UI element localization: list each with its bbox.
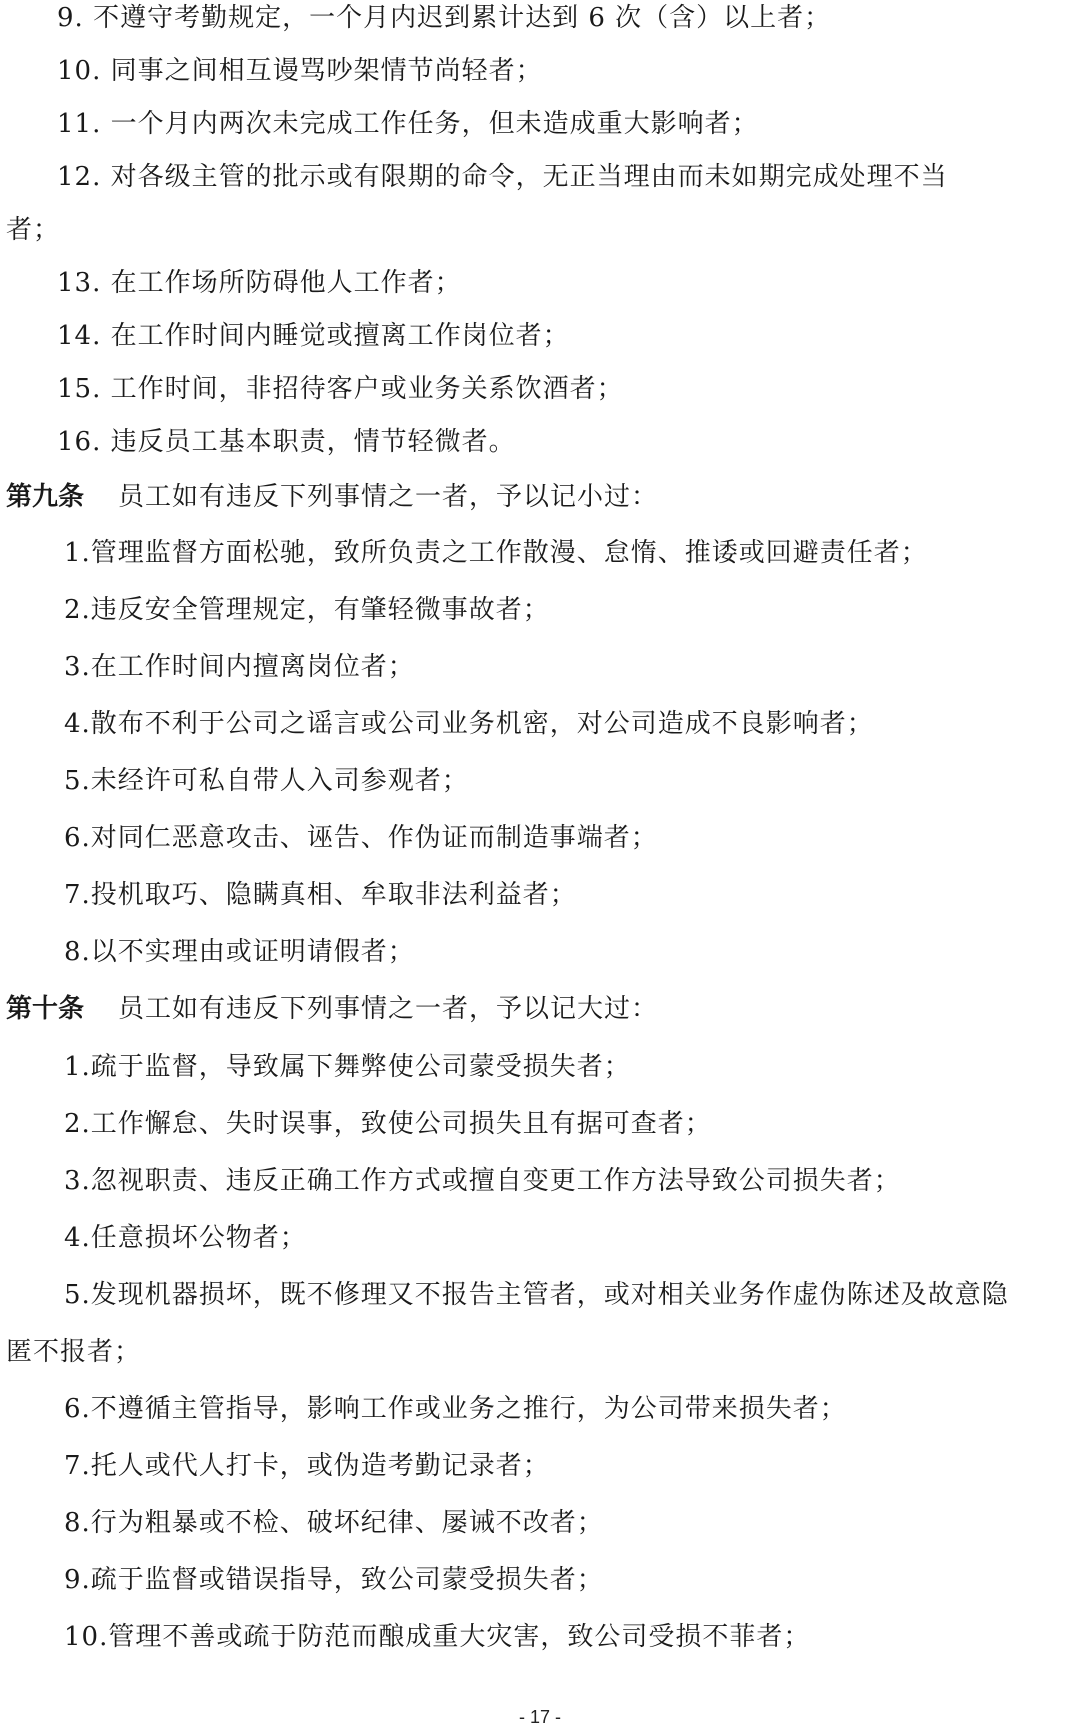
list-item: 2.违反安全管理规定，有肇轻微事故者； xyxy=(64,595,550,625)
list-item-continuation: 匿不报者； xyxy=(6,1337,142,1367)
list-item: 5.未经许可私自带人入司参观者； xyxy=(64,766,469,796)
list-item: 15. 工作时间，非招待客户或业务关系饮酒者； xyxy=(57,374,624,404)
list-item: 2.工作懈怠、失时误事，致使公司损失且有据可查者； xyxy=(64,1109,712,1139)
list-item: 7.托人或代人打卡，或伪造考勤记录者； xyxy=(64,1451,550,1481)
list-item: 10.管理不善或疏于防范而酿成重大灾害，致公司受损不菲者； xyxy=(64,1622,811,1652)
list-item: 4.任意损坏公物者； xyxy=(64,1223,307,1253)
list-item-continuation: 者； xyxy=(6,215,61,245)
article-10-label: 第十条 xyxy=(6,994,85,1024)
article-9-heading xyxy=(6,481,658,513)
list-item: 9. 不遵守考勤规定，一个月内迟到累计达到 6 次（含）以上者； xyxy=(57,3,832,33)
list-item: 13. 在工作场所防碍他人工作者； xyxy=(57,268,462,298)
article-10-text: 员工如有违反下列事情之一者，予以记大过： xyxy=(118,994,659,1024)
list-item: 8.以不实理由或证明请假者； xyxy=(64,937,415,967)
list-item: 5.发现机器损坏，既不修理又不报告主管者，或对相关业务作虚伪陈述及故意隐 xyxy=(64,1280,1009,1310)
article-10-heading xyxy=(6,993,658,1025)
list-item: 3.忽视职责、违反正确工作方式或擅自变更工作方法导致公司损失者； xyxy=(64,1166,901,1196)
list-item: 12. 对各级主管的批示或有限期的命令，无正当理由而未如期完成处理不当 xyxy=(57,162,948,192)
list-item: 8.行为粗暴或不检、破坏纪律、屡诫不改者； xyxy=(64,1508,604,1538)
list-item: 16. 违反员工基本职责，情节轻微者。 xyxy=(57,427,516,457)
list-item: 1.疏于监督，导致属下舞弊使公司蒙受损失者； xyxy=(64,1052,631,1082)
list-item: 10. 同事之间相互谩骂吵架情节尚轻者； xyxy=(57,56,543,86)
list-item: 4.散布不利于公司之谣言或公司业务机密，对公司造成不良影响者； xyxy=(64,709,874,739)
list-item: 14. 在工作时间内睡觉或擅离工作岗位者； xyxy=(57,321,570,351)
list-item: 11. 一个月内两次未完成工作任务，但未造成重大影响者； xyxy=(57,109,759,139)
list-item: 7.投机取巧、隐瞒真相、牟取非法利益者； xyxy=(64,880,577,910)
list-item: 3.在工作时间内擅离岗位者； xyxy=(64,652,415,682)
article-9-text: 员工如有违反下列事情之一者，予以记小过： xyxy=(118,482,659,512)
list-item: 1.管理监督方面松驰，致所负责之工作散漫、怠惰、推诿或回避责任者； xyxy=(64,538,928,568)
list-item: 9.疏于监督或错误指导，致公司蒙受损失者； xyxy=(64,1565,604,1595)
list-item: 6.对同仁恶意攻击、诬告、作伪证而制造事端者； xyxy=(64,823,658,853)
list-item: 6.不遵循主管指导，影响工作或业务之推行，为公司带来损失者； xyxy=(64,1394,847,1424)
page-number: - 17 - xyxy=(518,1707,561,1727)
article-9-label: 第九条 xyxy=(6,482,85,512)
